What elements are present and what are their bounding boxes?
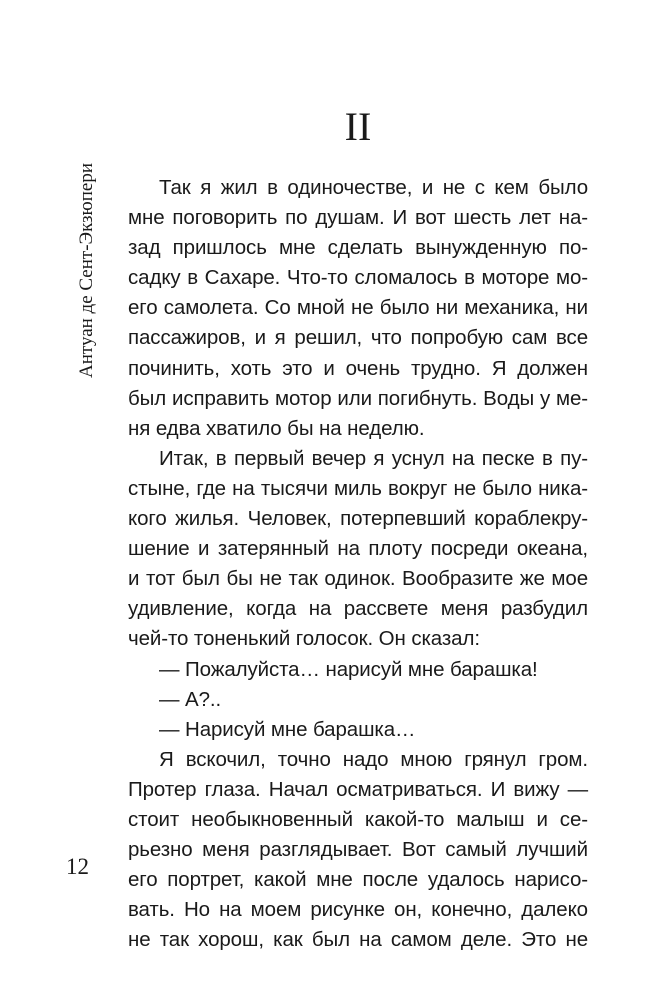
text-line: починить, хоть это и очень трудно. Я должен — [128, 356, 588, 380]
text-line: — А?.. — [159, 687, 222, 711]
text-line: зад пришлось мне сделать вынужденную по- — [128, 236, 588, 260]
page-number: 12 — [66, 854, 89, 879]
text-line: мне поговорить по душам. И вот шесть лет на- — [128, 206, 588, 230]
text-line: — Пожалуйста… нарисуй мне барашка! — [159, 657, 538, 681]
running-head: Антуан де Сент-Экзюпери — [76, 162, 97, 378]
text-line: чей-то тоненький голосок. Он сказал: — [128, 627, 480, 651]
text-line: Итак, в первый вечер я уснул на песке в пу- — [159, 446, 588, 470]
text-line: Протер глаза. Начал осматриваться. И вижу — — [128, 777, 588, 801]
text-line: пассажиров, и я решил, что попробую сам все — [128, 326, 588, 350]
text-line: ня едва хватило бы на неделю. — [128, 416, 425, 440]
text-line: удивление, когда на рассвете меня разбудил — [128, 597, 588, 621]
text-line: и тот был бы не так одинок. Вообразите же мое — [128, 567, 588, 591]
text-line: его самолета. Со мной не было ни механика, ни — [128, 296, 588, 320]
text-line: был исправить мотор или погибнуть. Воды у ме- — [128, 386, 588, 410]
text-line: Так я жил в одиночестве, и не с кем было — [159, 176, 588, 199]
text-line: шение и затерянный на плоту посреди океана, — [128, 537, 588, 561]
chapter-title: II — [344, 104, 372, 149]
text-line: кого жилья. Человек, потерпевший кораблекру- — [128, 507, 588, 531]
text-line: рьезно меня разглядывает. Вот самый лучший — [128, 838, 588, 862]
text-line: стыне, где на тысячи миль вокруг не было ника- — [128, 476, 588, 500]
text-line: его портрет, какой мне после удалось нарисо- — [128, 868, 588, 892]
text-line: — Нарисуй мне барашка… — [159, 717, 416, 741]
text-line: садку в Сахаре. Что-то сломалось в моторе мо- — [128, 266, 588, 290]
text-line: стоит необыкновенный какой-то малыш и се- — [128, 807, 588, 831]
body-text — [128, 173, 588, 955]
text-line: Я вскочил, точно надо мною грянул гром. — [159, 747, 588, 771]
text-line: вать. Но на моем рисунке он, конечно, далеко — [128, 898, 588, 922]
text-line: не так хорош, как был на самом деле. Это не — [128, 928, 588, 952]
